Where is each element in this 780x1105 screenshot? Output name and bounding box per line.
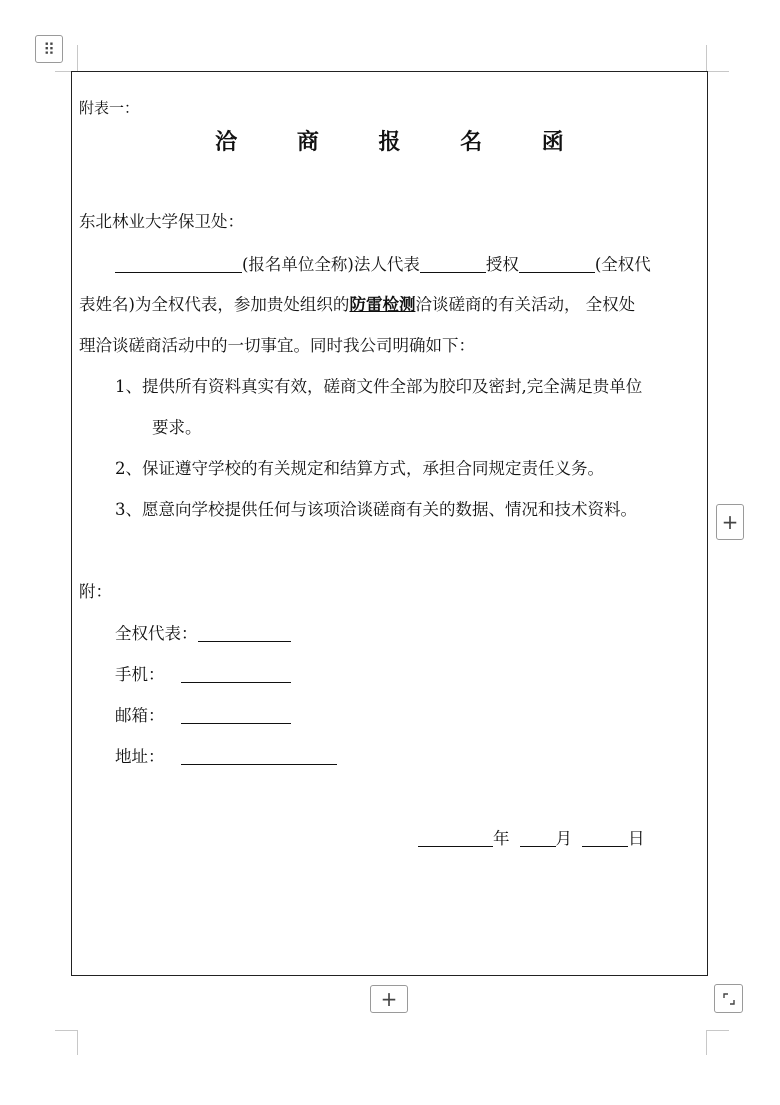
company-name-blank (115, 254, 242, 273)
representative-blank (198, 623, 291, 642)
commitment-item-2: 2、保证遵守学校的有关规定和结算方式，承担合同规定责任义务。 (115, 459, 604, 478)
crop-mark-bottom-left (55, 1030, 78, 1055)
crop-mark-top-right (706, 45, 729, 72)
add-column-button[interactable] (716, 504, 744, 540)
move-grip-icon: ⠿ (43, 39, 55, 59)
table-move-handle[interactable] (35, 35, 63, 63)
attachment-label: 附表一： (79, 99, 140, 117)
representative-field: 全权代表： (115, 623, 291, 644)
commitment-item-3: 3、愿意向学校提供任何与该项洽谈磋商有关的数据、情况和技术资料。 (115, 500, 637, 519)
year-blank (418, 828, 493, 847)
project-name: 防雷检测 (349, 295, 416, 314)
appendix-label: 附： (79, 582, 112, 601)
authorization-line-1: (报名单位全称)法人代表 授权 (全权代 (115, 254, 651, 275)
plus-icon: + (380, 987, 398, 1011)
phone-field: 手机： (115, 664, 291, 685)
month-blank (520, 828, 556, 847)
authorization-line-3: 理洽谈磋商活动中的一切事宜。同时我公司明确如下： (79, 336, 475, 355)
commitment-item-1: 1、提供所有资料真实有效，磋商文件全部为胶印及密封,完全满足贵单位 (115, 377, 643, 396)
resize-corner-icon (722, 992, 736, 1006)
table-resize-handle[interactable] (714, 984, 743, 1013)
authorization-line-2: 表姓名)为全权代表，参加贵处组织的防雷检测洽谈磋商的有关活动， 全权处 (79, 295, 636, 314)
phone-blank (181, 664, 291, 683)
day-blank (582, 828, 628, 847)
legal-rep-blank (420, 254, 486, 273)
crop-mark-bottom-right (706, 1030, 729, 1055)
recipient-line: 东北林业大学保卫处： (79, 212, 244, 231)
address-field: 地址： (115, 746, 337, 767)
email-field: 邮箱： (115, 705, 291, 726)
date-line: 年 月 日 (418, 828, 645, 849)
email-blank (181, 705, 291, 724)
commitment-item-1-continued: 要求。 (152, 418, 202, 437)
address-blank (181, 746, 337, 765)
plus-icon: + (721, 510, 739, 534)
authorized-rep-blank (519, 254, 595, 273)
add-row-button[interactable] (370, 985, 408, 1013)
document-title: 洽 商 报 名 函 (215, 129, 590, 155)
